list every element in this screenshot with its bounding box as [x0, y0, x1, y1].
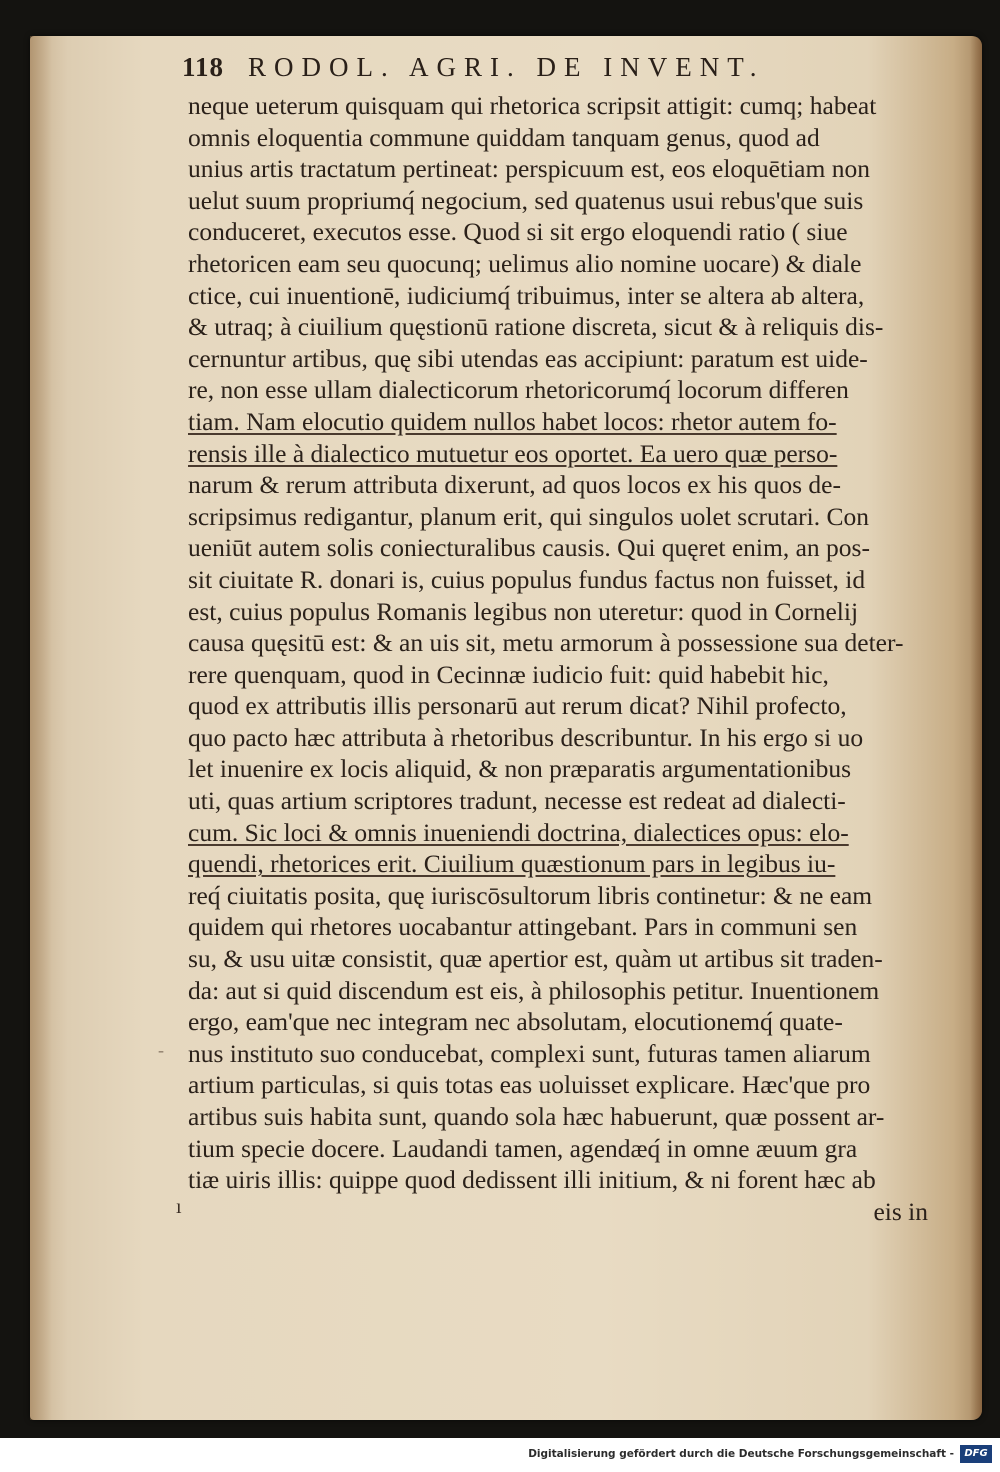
text-line: sit ciuitate R. donari is, cuius populus fundus factus non fuisset, id [188, 564, 866, 594]
text-line: nus instituto suo conducebat, complexi sunt, futuras tamen aliarum [188, 1038, 871, 1068]
catchword: eis in [873, 1196, 928, 1226]
text-line: req́ ciuitatis posita, quę iuriscōsultorum libris continetur: & ne eam [188, 880, 873, 910]
text-line: artium particulas, si quis totas eas uoluisset explicare. Hæc'que pro [188, 1070, 871, 1100]
text-line: conduceret, executos esse. Quod si sit ergo eloquendi ratio ( siue [188, 217, 848, 247]
text-line: scripsimus redigantur, planum erit, qui singulos uolet scrutari. Con [188, 501, 870, 531]
text-line: quod ex attributis illis personarū aut rerum dicat? Nihil profecto, [188, 691, 847, 721]
text-line: artibus suis habita sunt, quando sola hæc habuerunt, quæ possent ar- [188, 1102, 885, 1131]
page-number: 118 [182, 52, 225, 82]
text-line: narum & rerum attributa dixerunt, ad quos locos ex his quos de- [188, 470, 841, 500]
text-line: da: aut si quid discendum est eis, à philosophis petitur. Inuentionem [188, 975, 880, 1005]
text-line: re, non esse ullam dialecticorum rhetoricorumq́ locorum differen [188, 375, 849, 405]
text-line: neque ueterum quisquam qui rhetorica scripsit attigit: cumq; habeat [188, 91, 877, 120]
footer-bar [0, 1438, 1000, 1472]
text-line: & utraq; à ciuilium quęstionū ratione discreta, sicut & à reliquis dis- [188, 312, 884, 342]
text-line: omnis eloquentia commune quiddam tanquam genus, quod ad [188, 122, 820, 152]
running-header [182, 52, 882, 92]
running-title: RODOL. AGRI. DE INVENT. [248, 52, 765, 82]
margin-dash-mark: - [158, 1040, 164, 1060]
page-edge-shadow [970, 36, 982, 1420]
text-line-underlined: quendi, rhetorices erit. Ciuilium quæstionum pars in legibus iu- [188, 849, 836, 879]
text-line: tiæ uiris illis: quippe quod dedissent illi initium, & ni forent hæc ab [188, 1165, 876, 1195]
text-line: unius artis tractatum pertineat: perspicuum est, eos eloquētiam non [188, 154, 870, 184]
text-line: causa quęsitū est: & an uis sit, metu armorum à possessione sua deter- [188, 628, 904, 658]
text-line: ergo, eam'que nec integram nec absolutam, elocutionemq́ quate- [188, 1007, 843, 1037]
text-line-underlined: cum. Sic loci & omnis inueniendi doctrina, dialectices opus: elo- [188, 817, 849, 847]
text-line: uelut suum propriumq́ negocium, sed quatenus usui rebus'que suis [188, 185, 864, 215]
text-line: rere quenquam, quod in Cecinnæ iudicio fuit: quid habebit hic, [188, 659, 829, 689]
funding-credit: Digitalisierung gefördert durch die Deutsche Forschungsgemeinschaft - [528, 1448, 954, 1460]
text-line: rhetoricen eam seu quocunq; uelimus alio nomine uocare) & diale [188, 248, 862, 278]
text-line: ctice, cui inuentionē, iudiciumq́ tribuimus, inter se altera ab altera, [188, 280, 865, 310]
text-line-underlined: tiam. Nam elocutio quidem nullos habet locos: rhetor autem fo- [188, 406, 837, 436]
text-line: ueniūt autem solis coniecturalibus causis. Qui quęret enim, an pos- [188, 533, 870, 563]
text-line: su, & usu uitæ consistit, quæ apertior est, quàm ut artibus sit traden- [188, 944, 883, 974]
text-line: cernuntur artibus, quę sibi utendas eas accipiunt: paratum est uide- [188, 343, 868, 373]
dfg-logo-icon[interactable]: DFG [960, 1445, 992, 1463]
text-line: quo pacto hæc attributa à rhetoribus describuntur. In his ergo si uo [188, 722, 864, 752]
text-line: quidem qui rhetores uocabantur attingebant. Pars in communi sen [188, 912, 858, 942]
text-line: est, cuius populus Romanis legibus non uteretur: quod in Cornelij [188, 596, 859, 626]
page-gutter-stain [30, 36, 52, 1420]
text-line-underlined: rensis ille à dialectico mutuetur eos oportet. Ea uero quæ perso- [188, 438, 838, 468]
text-line: let inuenire ex locis aliquid, & non præparatis argumentationibus [188, 754, 852, 784]
text-line: tium specie docere. Laudandi tamen, agendæq́ in omne æuum gra [188, 1133, 858, 1163]
text-line: uti, quas artium scriptores tradunt, necesse est redeat ad dialecti- [188, 786, 846, 816]
body-text [188, 90, 928, 1227]
margin-ink-mark: ı [176, 1196, 182, 1218]
